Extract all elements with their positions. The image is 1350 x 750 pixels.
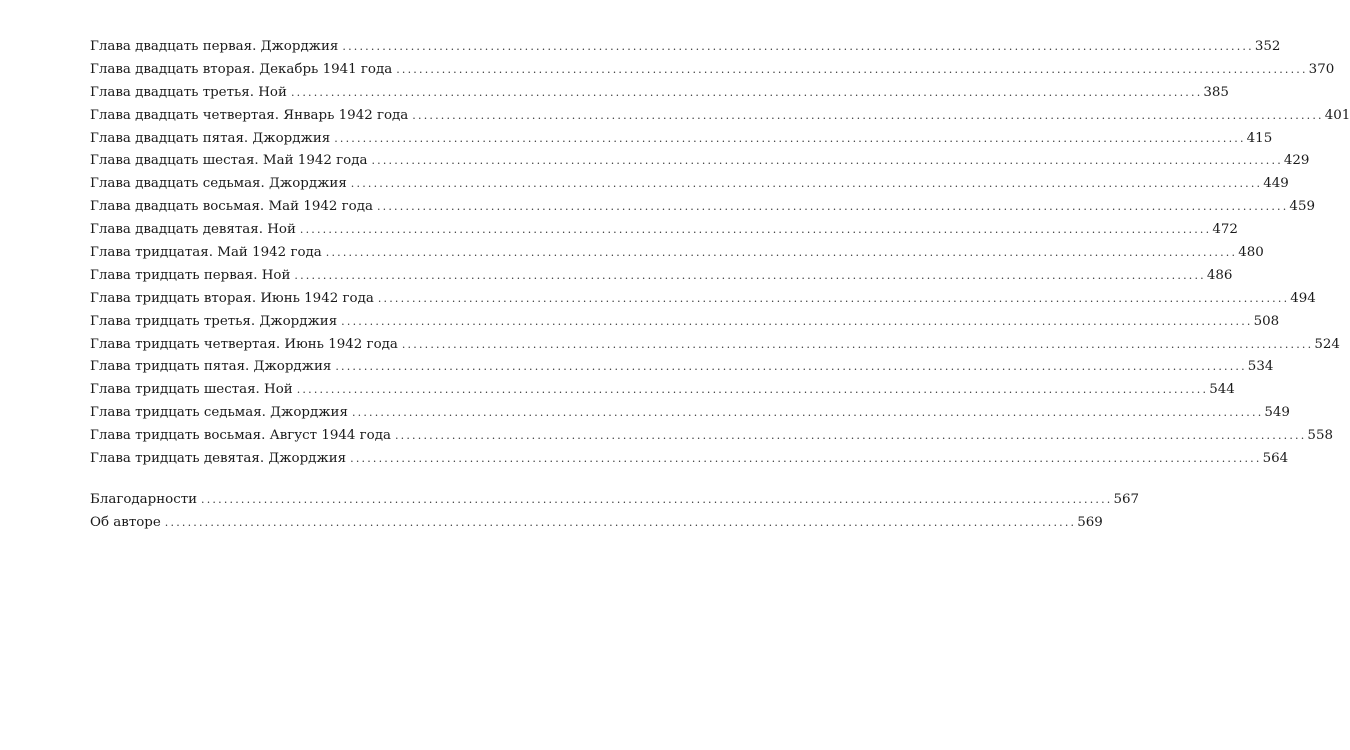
- toc-entry: [90, 265, 1233, 288]
- toc-entry-title: Глава двадцать четвертая. Январь 1942 года: [90, 107, 409, 123]
- toc-entry-title: Глава двадцать вторая. Декабрь 1941 года: [90, 61, 393, 77]
- toc-leader-dots: ................................................................................................................................................................: [342, 40, 1254, 53]
- toc-entry-title: Благодарности: [90, 491, 198, 507]
- toc-leader-dots: ................................................................................................................................................................: [401, 337, 1314, 351]
- toc-entry: [90, 489, 1140, 512]
- toc-entry: [90, 334, 1340, 357]
- toc-entry-title: Глава тридцать седьмая. Джорджия: [90, 405, 348, 421]
- toc-entry-page: 494: [1290, 290, 1316, 306]
- toc-entry-title: Глава двадцать девятая. Ной: [90, 222, 296, 238]
- toc-entry: [90, 288, 1316, 311]
- toc-entry: [90, 379, 1235, 402]
- toc-leader-dots: ................................................................................................................................................................: [296, 383, 1209, 397]
- toc-entry-page: 508: [1253, 313, 1280, 329]
- toc-entry: [90, 356, 1274, 379]
- toc-entry: [90, 242, 1264, 265]
- toc-entry-page: 564: [1262, 451, 1289, 467]
- toc-entry-title: Глава тридцать шестая. Ной: [90, 382, 293, 398]
- toc-entry-title: Глава двадцать первая. Джорджия: [90, 39, 339, 54]
- toc-entry-page: 352: [1254, 39, 1281, 54]
- toc-leader-dots: ................................................................................................................................................................: [396, 62, 1308, 76]
- toc-leader-dots: ................................................................................................................................................................: [371, 154, 1283, 168]
- toc-entry-page: 567: [1113, 491, 1140, 507]
- toc-entry-title: Глава двадцать пятая. Джорджия: [90, 130, 331, 146]
- toc-leader-dots: ................................................................................................................................................................: [350, 452, 1262, 466]
- toc-entry-page: 534: [1247, 359, 1274, 375]
- back-matter-list: [90, 489, 1140, 535]
- toc-entry-title: Глава тридцать девятая. Джорджия: [90, 451, 347, 467]
- toc-entry-page: 569: [1077, 514, 1103, 530]
- toc-entry-page: 449: [1263, 176, 1289, 192]
- toc-entry-title: Об авторе: [90, 514, 161, 530]
- toc-entry-title: Глава двадцать седьмая. Джорджия: [90, 176, 347, 192]
- toc-leader-dots: ................................................................................................................................................................: [201, 492, 1113, 506]
- toc-entry: [90, 150, 1310, 173]
- toc-leader-dots: ................................................................................................................................................................: [290, 85, 1203, 99]
- toc-entry-page: 401: [1324, 107, 1350, 123]
- toc-entry-page: 558: [1307, 428, 1333, 444]
- toc-entry-page: 524: [1314, 336, 1340, 352]
- toc-entry: [90, 448, 1289, 471]
- toc-entry-page: 549: [1264, 405, 1290, 421]
- toc-entry: [90, 36, 1281, 59]
- toc-leader-dots: ................................................................................................................................................................: [164, 515, 1077, 529]
- section-gap: [90, 471, 487, 489]
- toc-entry-title: Глава двадцать восьмая. Май 1942 года: [90, 199, 373, 215]
- toc-entry-page: 370: [1308, 61, 1335, 77]
- toc-leader-dots: ................................................................................................................................................................: [376, 200, 1289, 214]
- toc-entry-title: Глава двадцать шестая. Май 1942 года: [90, 153, 368, 169]
- toc-entry: [90, 59, 1335, 82]
- toc-entry-title: Глава тридцать вторая. Июнь 1942 года: [90, 290, 374, 306]
- toc-entry-title: Глава тридцать пятая. Джорджия: [90, 359, 332, 375]
- toc-entry: [90, 105, 1350, 128]
- toc-entry-page: 429: [1283, 153, 1310, 169]
- toc-entry: [90, 196, 1315, 219]
- toc-leader-dots: ................................................................................................................................................................: [412, 108, 1324, 122]
- toc-leader-dots: ................................................................................................................................................................: [341, 314, 1253, 328]
- toc-entry-page: 472: [1212, 222, 1238, 238]
- toc-leader-dots: ................................................................................................................................................................: [334, 131, 1246, 145]
- toc-leader-dots: ................................................................................................................................................................: [325, 246, 1238, 260]
- toc-entry-title: Глава тридцать первая. Ной: [90, 267, 291, 283]
- toc-entry-title: Глава тридцать восьмая. Август 1944 года: [90, 428, 391, 444]
- toc-entry: [90, 173, 1289, 196]
- toc-entry-title: Глава двадцать третья. Ной: [90, 84, 287, 100]
- toc-leader-dots: ................................................................................................................................................................: [335, 360, 1247, 374]
- chapter-list: [90, 36, 1350, 471]
- toc-entry: [90, 402, 1290, 425]
- toc-entry-title: Глава тридцать третья. Джорджия: [90, 313, 338, 329]
- table-of-contents: [90, 36, 1350, 535]
- toc-entry-page: 415: [1246, 130, 1273, 146]
- toc-entry: [90, 425, 1333, 448]
- toc-leader-dots: ................................................................................................................................................................: [350, 177, 1263, 191]
- toc-leader-dots: ................................................................................................................................................................: [299, 223, 1212, 237]
- toc-leader-dots: ................................................................................................................................................................: [377, 291, 1290, 305]
- toc-entry-title: Глава тридцать четвертая. Июнь 1942 года: [90, 336, 398, 352]
- toc-entry-title: Глава тридцатая. Май 1942 года: [90, 245, 322, 261]
- toc-entry-page: 480: [1238, 245, 1264, 261]
- toc-entry-page: 385: [1203, 84, 1229, 100]
- toc-leader-dots: ................................................................................................................................................................: [294, 268, 1206, 282]
- toc-leader-dots: ................................................................................................................................................................: [351, 406, 1264, 420]
- toc-entry: [90, 82, 1229, 105]
- toc-entry: [90, 219, 1238, 242]
- toc-leader-dots: ................................................................................................................................................................: [394, 429, 1307, 443]
- toc-entry-page: 486: [1206, 267, 1233, 283]
- toc-entry: [90, 512, 1103, 535]
- toc-entry-page: 544: [1209, 382, 1235, 398]
- toc-entry-page: 459: [1289, 199, 1315, 215]
- toc-entry: [90, 311, 1280, 334]
- toc-entry: [90, 128, 1273, 151]
